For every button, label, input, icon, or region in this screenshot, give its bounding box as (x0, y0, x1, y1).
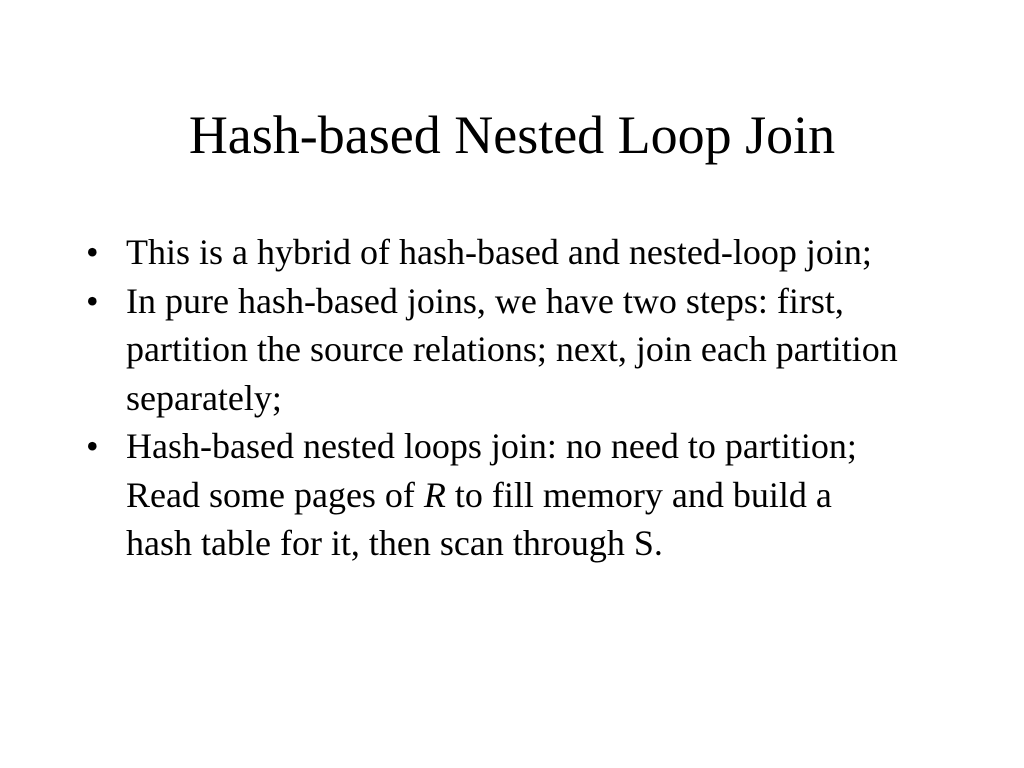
bullet-icon: • (86, 232, 99, 272)
bullet-item (86, 277, 906, 423)
bullet-text-start: Hash-based nested loops join: no need to partition; Read some pages of (126, 426, 857, 515)
bullet-text-end: to fill memory and build a hash table for it, then scan through S. (126, 474, 832, 563)
bullet-item (86, 422, 906, 568)
bullet-text: This is a hybrid of hash-based and nested-loop join; (126, 232, 872, 272)
bullet-text: In pure hash-based joins, we have two steps: first, partition the source relations; next, join each partition separately; (126, 280, 898, 418)
slide-title: Hash-based Nested Loop Join (188, 105, 836, 165)
bullet-icon: • (86, 426, 99, 466)
bullet-icon: • (86, 280, 99, 321)
bullet-text-emphasis: R (423, 474, 446, 515)
bullet-item (86, 228, 906, 277)
bullet-list (86, 228, 906, 568)
